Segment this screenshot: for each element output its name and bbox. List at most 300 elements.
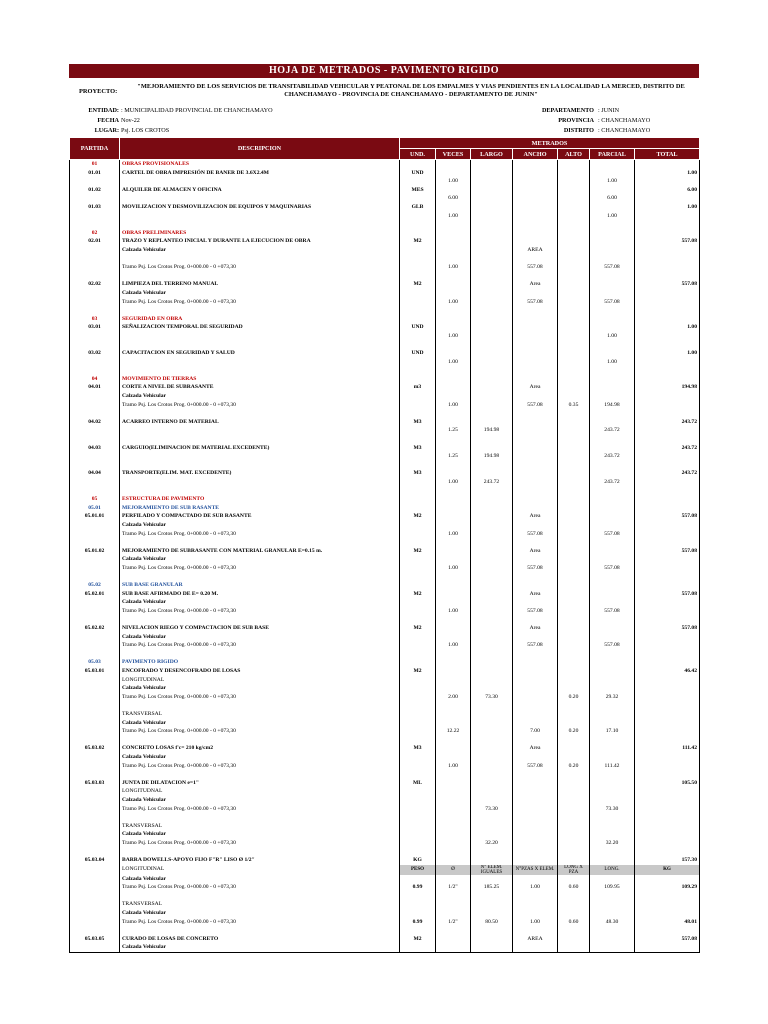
cell-alto: LONG X PZA xyxy=(558,865,590,875)
cell-ancho xyxy=(513,323,558,332)
cell-partida xyxy=(70,220,120,229)
cell-veces xyxy=(436,280,471,289)
cell-ancho xyxy=(513,349,558,358)
cell-total xyxy=(635,375,700,384)
table-row xyxy=(70,194,700,203)
cell-total xyxy=(635,340,700,349)
cell-parcial xyxy=(590,598,635,607)
cell-descripcion: ESTRUCTURA DE PAVIMENTO xyxy=(120,495,400,504)
cell-ancho xyxy=(513,212,558,221)
cell-und xyxy=(400,615,436,624)
cell-veces xyxy=(436,366,471,375)
cell-largo xyxy=(471,590,513,599)
cell-ancho xyxy=(513,340,558,349)
cell-descripcion: Calzada Vehicular xyxy=(120,875,400,884)
cell-parcial: 48.30 xyxy=(590,918,635,927)
cell-partida xyxy=(70,521,120,530)
cell-descripcion xyxy=(120,220,400,229)
cell-alto xyxy=(558,796,590,805)
cell-total xyxy=(635,392,700,401)
cell-descripcion: Tramo Psj. Los Crotos Prog. 0+000.00 - 0 +073,30 xyxy=(120,607,400,616)
cell-parcial xyxy=(590,676,635,685)
cell-alto xyxy=(558,615,590,624)
cell-veces xyxy=(436,160,471,169)
cell-largo xyxy=(471,564,513,573)
cell-partida xyxy=(70,530,120,539)
cell-total xyxy=(635,615,700,624)
table-row xyxy=(70,418,700,427)
cell-veces: 1.00 xyxy=(436,762,471,771)
cell-veces: 12.22 xyxy=(436,727,471,736)
cell-largo xyxy=(471,684,513,693)
cell-total: 6.00 xyxy=(635,186,700,195)
cell-und: M3 xyxy=(400,469,436,478)
cell-total xyxy=(635,650,700,659)
cell-veces xyxy=(436,547,471,556)
cell-descripcion xyxy=(120,194,400,203)
cell-alto: 0.20 xyxy=(558,762,590,771)
cell-total: 111.42 xyxy=(635,744,700,753)
cell-ancho: 557.08 xyxy=(513,564,558,573)
cell-alto xyxy=(558,813,590,822)
table-row xyxy=(70,892,700,901)
cell-parcial xyxy=(590,779,635,788)
cell-ancho xyxy=(513,358,558,367)
cell-ancho xyxy=(513,787,558,796)
cell-ancho: 557.08 xyxy=(513,263,558,272)
cell-alto xyxy=(558,392,590,401)
table-row xyxy=(70,358,700,367)
cell-veces xyxy=(436,246,471,255)
table-row xyxy=(70,736,700,745)
cell-partida xyxy=(70,830,120,839)
cell-total xyxy=(635,435,700,444)
table-row xyxy=(70,495,700,504)
cell-partida xyxy=(70,461,120,470)
table-row xyxy=(70,555,700,564)
cell-largo xyxy=(471,177,513,186)
table-row xyxy=(70,900,700,909)
cell-ancho xyxy=(513,909,558,918)
cell-descripcion: MEJORAMIENTO DE SUBRASANTE CON MATERIAL GRANULAR E=0.15 m. xyxy=(120,547,400,556)
cell-ancho xyxy=(513,770,558,779)
cell-veces xyxy=(436,779,471,788)
cell-veces xyxy=(436,289,471,298)
cell-descripcion: TRANSPORTE(ELIM. MAT. EXCEDENTE) xyxy=(120,469,400,478)
cell-descripcion xyxy=(120,487,400,496)
cell-parcial: 557.08 xyxy=(590,564,635,573)
cell-largo xyxy=(471,598,513,607)
cell-ancho xyxy=(513,598,558,607)
cell-veces: 1.00 xyxy=(436,263,471,272)
cell-parcial xyxy=(590,547,635,556)
cell-und: M2 xyxy=(400,624,436,633)
cell-total: 157.30 xyxy=(635,856,700,865)
cell-alto xyxy=(558,684,590,693)
cell-partida: 05.01.02 xyxy=(70,547,120,556)
cell-largo xyxy=(471,935,513,944)
cell-largo xyxy=(471,779,513,788)
table-row xyxy=(70,280,700,289)
metrados-rows xyxy=(70,160,700,953)
cell-parcial: 243.72 xyxy=(590,426,635,435)
table-row xyxy=(70,340,700,349)
table-row xyxy=(70,719,700,728)
cell-ancho xyxy=(513,813,558,822)
cell-descripcion xyxy=(120,340,400,349)
cell-parcial xyxy=(590,409,635,418)
cell-partida xyxy=(70,573,120,582)
cell-descripcion: TRANSVERSAL xyxy=(120,822,400,831)
cell-alto: 0.20 xyxy=(558,727,590,736)
cell-veces xyxy=(436,658,471,667)
cell-total: 243.72 xyxy=(635,418,700,427)
cell-veces xyxy=(436,710,471,719)
cell-descripcion: TRAZO Y REPLANTEO INICIAL Y DURANTE LA EJECUCION DE OBRA xyxy=(120,237,400,246)
cell-total xyxy=(635,495,700,504)
cell-total: 243.72 xyxy=(635,444,700,453)
cell-ancho xyxy=(513,392,558,401)
cell-veces xyxy=(436,848,471,857)
cell-partida xyxy=(70,701,120,710)
cell-ancho xyxy=(513,418,558,427)
cell-total: 557.08 xyxy=(635,624,700,633)
col-total: TOTAL xyxy=(635,149,700,160)
cell-largo xyxy=(471,220,513,229)
cell-veces xyxy=(436,805,471,814)
cell-alto xyxy=(558,272,590,281)
cell-partida xyxy=(70,426,120,435)
cell-parcial: 1.00 xyxy=(590,177,635,186)
cell-veces xyxy=(436,349,471,358)
cell-alto xyxy=(558,848,590,857)
table-row xyxy=(70,787,700,796)
cell-descripcion: CURADO DE LOSAS DE CONCRETO xyxy=(120,935,400,944)
cell-und xyxy=(400,607,436,616)
cell-veces xyxy=(436,237,471,246)
cell-total xyxy=(635,762,700,771)
cell-largo xyxy=(471,667,513,676)
cell-largo xyxy=(471,573,513,582)
cell-alto xyxy=(558,521,590,530)
cell-ancho: 557.08 xyxy=(513,530,558,539)
cell-ancho xyxy=(513,444,558,453)
cell-ancho xyxy=(513,926,558,935)
cell-und xyxy=(400,598,436,607)
cell-partida: 01 xyxy=(70,160,120,169)
cell-und xyxy=(400,332,436,341)
cell-descripcion: Tramo Psj. Los Crotos Prog. 0+000.00 - 0 +073,30 xyxy=(120,918,400,927)
table-row xyxy=(70,564,700,573)
table-row xyxy=(70,220,700,229)
cell-alto xyxy=(558,186,590,195)
cell-alto xyxy=(558,875,590,884)
table-row xyxy=(70,581,700,590)
table-row xyxy=(70,435,700,444)
cell-largo xyxy=(471,504,513,513)
table-row xyxy=(70,444,700,453)
cell-total xyxy=(635,332,700,341)
table-row xyxy=(70,710,700,719)
cell-ancho: Area xyxy=(513,744,558,753)
cell-total xyxy=(635,564,700,573)
cell-partida xyxy=(70,358,120,367)
cell-largo xyxy=(471,641,513,650)
cell-veces: 1/2" xyxy=(436,918,471,927)
table-row xyxy=(70,830,700,839)
cell-largo xyxy=(471,401,513,410)
cell-veces xyxy=(436,340,471,349)
cell-ancho: Area xyxy=(513,624,558,633)
cell-ancho xyxy=(513,194,558,203)
cell-ancho: 557.08 xyxy=(513,641,558,650)
cell-partida xyxy=(70,538,120,547)
provincia-value: : CHANCHAMAYO xyxy=(598,117,651,124)
cell-und xyxy=(400,926,436,935)
cell-ancho xyxy=(513,736,558,745)
cell-und xyxy=(400,943,436,952)
cell-veces xyxy=(436,573,471,582)
cell-parcial xyxy=(590,521,635,530)
cell-partida xyxy=(70,822,120,831)
cell-ancho xyxy=(513,676,558,685)
cell-descripcion: PERFILADO Y COMPACTADO DE SUB RASANTE xyxy=(120,512,400,521)
cell-total xyxy=(635,160,700,169)
cell-total xyxy=(635,461,700,470)
cell-veces xyxy=(436,822,471,831)
cell-partida xyxy=(70,289,120,298)
cell-parcial xyxy=(590,875,635,884)
cell-largo xyxy=(471,409,513,418)
cell-und: M2 xyxy=(400,237,436,246)
cell-partida xyxy=(70,865,120,875)
cell-alto xyxy=(558,504,590,513)
cell-descripcion: PAVIMENTO RIGIDO xyxy=(120,658,400,667)
cell-largo: 185.25 xyxy=(471,883,513,892)
cell-und xyxy=(400,658,436,667)
cell-total xyxy=(635,246,700,255)
cell-largo xyxy=(471,701,513,710)
cell-largo xyxy=(471,212,513,221)
cell-largo xyxy=(471,796,513,805)
cell-partida: 02 xyxy=(70,229,120,238)
table-row xyxy=(70,701,700,710)
cell-total xyxy=(635,306,700,315)
cell-und: M2 xyxy=(400,547,436,556)
cell-und xyxy=(400,358,436,367)
table-row xyxy=(70,641,700,650)
cell-parcial xyxy=(590,366,635,375)
cell-und xyxy=(400,693,436,702)
cell-und xyxy=(400,762,436,771)
cell-und: PESO xyxy=(400,865,436,875)
col-und: UND. xyxy=(400,149,436,160)
cell-partida xyxy=(70,693,120,702)
cell-und xyxy=(400,212,436,221)
cell-veces xyxy=(436,633,471,642)
cell-veces xyxy=(436,684,471,693)
cell-und xyxy=(400,401,436,410)
fecha-value: Nov-22 xyxy=(121,117,140,124)
cell-und xyxy=(400,650,436,659)
table-row xyxy=(70,349,700,358)
cell-descripcion xyxy=(120,452,400,461)
cell-und xyxy=(400,409,436,418)
cell-alto xyxy=(558,641,590,650)
cell-total xyxy=(635,710,700,719)
cell-veces xyxy=(436,521,471,530)
cell-alto xyxy=(558,573,590,582)
cell-largo xyxy=(471,624,513,633)
cell-total xyxy=(635,263,700,272)
cell-veces xyxy=(436,504,471,513)
cell-total xyxy=(635,926,700,935)
cell-veces xyxy=(436,744,471,753)
cell-parcial xyxy=(590,186,635,195)
cell-veces xyxy=(436,409,471,418)
cell-und: M2 xyxy=(400,935,436,944)
cell-largo xyxy=(471,727,513,736)
cell-alto xyxy=(558,375,590,384)
cell-ancho xyxy=(513,581,558,590)
cell-ancho: Area xyxy=(513,590,558,599)
cell-alto xyxy=(558,435,590,444)
cell-total: 557.08 xyxy=(635,590,700,599)
cell-total xyxy=(635,521,700,530)
cell-alto xyxy=(558,830,590,839)
cell-ancho xyxy=(513,160,558,169)
table-row xyxy=(70,229,700,238)
cell-alto xyxy=(558,547,590,556)
cell-total xyxy=(635,315,700,324)
cell-parcial: 243.72 xyxy=(590,452,635,461)
cell-partida: 01.01 xyxy=(70,169,120,178)
cell-partida: 05.02.02 xyxy=(70,624,120,633)
cell-descripcion: Calzada Vehicular xyxy=(120,753,400,762)
cell-veces xyxy=(436,796,471,805)
cell-ancho: 7.00 xyxy=(513,727,558,736)
cell-ancho: Area xyxy=(513,383,558,392)
cell-total: 557.08 xyxy=(635,237,700,246)
cell-descripcion: Calzada Vehicular xyxy=(120,521,400,530)
cell-total xyxy=(635,641,700,650)
cell-total: 1.00 xyxy=(635,323,700,332)
cell-descripcion: TRANSVERSAL xyxy=(120,710,400,719)
cell-veces xyxy=(436,701,471,710)
table-row xyxy=(70,633,700,642)
cell-veces xyxy=(436,615,471,624)
cell-partida xyxy=(70,883,120,892)
cell-largo xyxy=(471,194,513,203)
cell-largo xyxy=(471,435,513,444)
cell-total xyxy=(635,358,700,367)
cell-veces: Ø xyxy=(436,865,471,875)
cell-largo xyxy=(471,658,513,667)
cell-total xyxy=(635,658,700,667)
cell-veces xyxy=(436,469,471,478)
cell-und xyxy=(400,435,436,444)
cell-partida xyxy=(70,909,120,918)
cell-ancho xyxy=(513,848,558,857)
cell-veces xyxy=(436,229,471,238)
cell-ancho xyxy=(513,289,558,298)
cell-ancho xyxy=(513,538,558,547)
cell-ancho xyxy=(513,900,558,909)
cell-alto xyxy=(558,676,590,685)
table-row xyxy=(70,323,700,332)
cell-veces xyxy=(436,555,471,564)
cell-ancho xyxy=(513,306,558,315)
cell-und xyxy=(400,392,436,401)
cell-und xyxy=(400,530,436,539)
cell-und xyxy=(400,787,436,796)
cell-veces xyxy=(436,598,471,607)
cell-veces: 1.00 xyxy=(436,177,471,186)
cell-largo xyxy=(471,263,513,272)
cell-ancho xyxy=(513,521,558,530)
table-row xyxy=(70,909,700,918)
cell-partida xyxy=(70,892,120,901)
cell-parcial xyxy=(590,753,635,762)
cell-partida: 04.01 xyxy=(70,383,120,392)
cell-veces xyxy=(436,892,471,901)
cell-largo xyxy=(471,615,513,624)
cell-alto: 0.60 xyxy=(558,883,590,892)
cell-total xyxy=(635,848,700,857)
cell-alto xyxy=(558,160,590,169)
cell-descripcion: Tramo Psj. Los Crotos Prog. 0+000.00 - 0 +073,30 xyxy=(120,805,400,814)
cell-largo xyxy=(471,298,513,307)
cell-total xyxy=(635,255,700,264)
cell-alto xyxy=(558,839,590,848)
cell-parcial xyxy=(590,237,635,246)
cell-partida xyxy=(70,943,120,952)
table-row xyxy=(70,796,700,805)
table-row xyxy=(70,246,700,255)
cell-und xyxy=(400,710,436,719)
cell-alto xyxy=(558,366,590,375)
cell-partida xyxy=(70,298,120,307)
cell-parcial xyxy=(590,203,635,212)
cell-total: 48.01 xyxy=(635,918,700,927)
cell-total xyxy=(635,943,700,952)
cell-ancho xyxy=(513,366,558,375)
cell-total: 557.08 xyxy=(635,935,700,944)
cell-largo xyxy=(471,487,513,496)
table-row xyxy=(70,667,700,676)
cell-descripcion xyxy=(120,272,400,281)
cell-parcial xyxy=(590,926,635,935)
cell-total xyxy=(635,900,700,909)
cell-und xyxy=(400,564,436,573)
cell-alto xyxy=(558,332,590,341)
cell-veces xyxy=(436,813,471,822)
cell-total: 557.08 xyxy=(635,512,700,521)
cell-veces xyxy=(436,676,471,685)
cell-veces xyxy=(436,875,471,884)
cell-und xyxy=(400,194,436,203)
cell-partida xyxy=(70,177,120,186)
cell-largo xyxy=(471,444,513,453)
cell-ancho: 557.08 xyxy=(513,762,558,771)
table-row xyxy=(70,547,700,556)
cell-parcial: 557.08 xyxy=(590,263,635,272)
cell-partida xyxy=(70,770,120,779)
cell-veces: 1.25 xyxy=(436,452,471,461)
cell-alto xyxy=(558,246,590,255)
cell-descripcion xyxy=(120,366,400,375)
cell-alto xyxy=(558,667,590,676)
